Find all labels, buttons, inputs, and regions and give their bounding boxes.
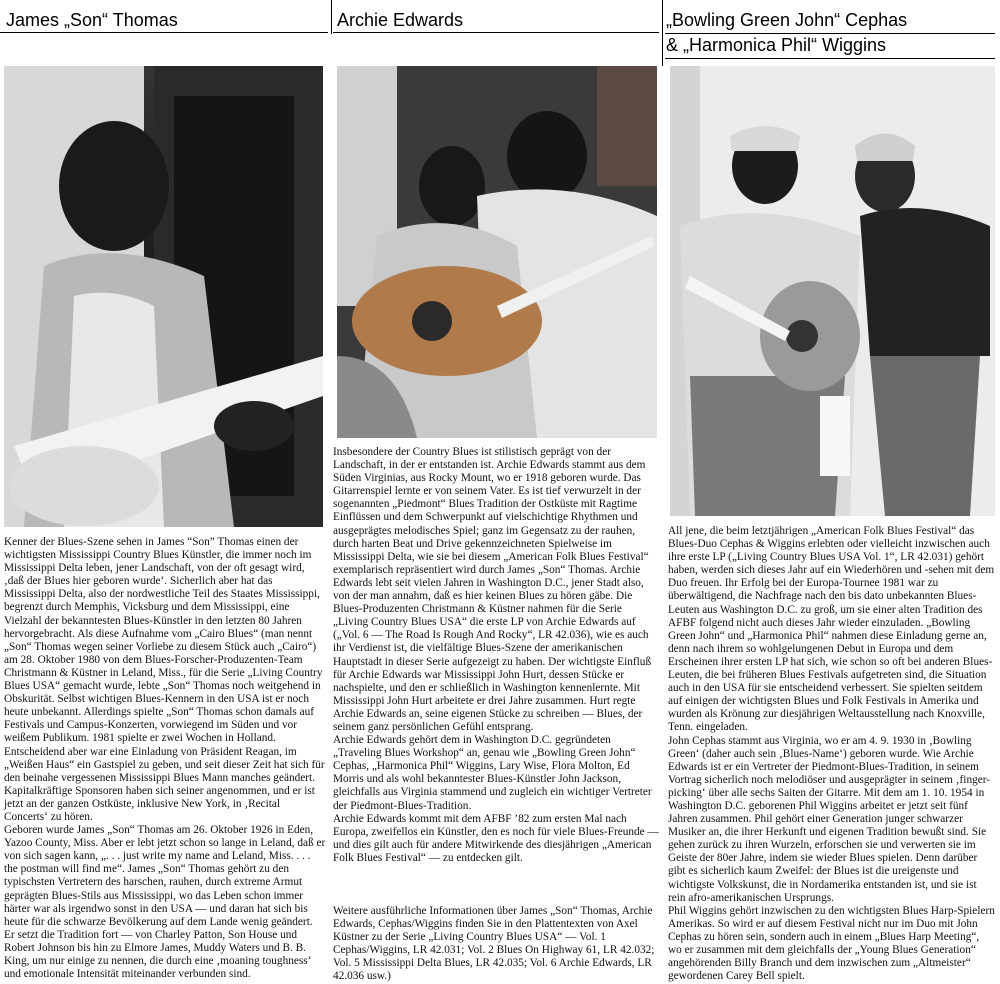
photo-cephas-wiggins-illustration <box>670 66 995 516</box>
photo-cephas-wiggins <box>670 66 995 516</box>
photo-son-thomas-illustration <box>4 66 323 527</box>
heading-rule <box>665 58 995 59</box>
photo-archie-edwards-illustration <box>337 66 657 438</box>
heading-archie-edwards: Archie Edwards <box>337 10 464 30</box>
paragraph: Archie Edwards gehört dem in Washington D.C. gegründeten „Traveling Blues Workshop“ an, genau wie „Bowling Green John“ Cephas, „Harmonica Phil“ Wiggins, Lary Wise, Flora Molton, Ed Morris und als wohl bekanntester Blues-Künstler John Jackson, gleichfalls aus Virginia stammend und zugleich ein wichtiger Vertreter der Piedmont-Blues-Tradition. <box>333 734 652 812</box>
text-son-thomas <box>4 536 326 981</box>
photo-son-thomas <box>4 66 323 527</box>
column-son-thomas <box>0 0 330 984</box>
photo-archie-edwards <box>337 66 657 438</box>
heading-cephas-wiggins-line1: „Bowling Green John“ Cephas <box>666 10 908 30</box>
footnote-further-info <box>333 905 659 984</box>
column-archie-edwards <box>333 0 663 984</box>
footnote-text: Weitere ausführliche Informationen über James „Son“ Thomas, Archie Edwards, Cephas/Wiggins finden Sie in den Plattentexten von Axel Küstner zu der Serie „Living Country Blues USA“ — Vol. 1 Cephas/Wiggins, LR 42.031; Vol. 2 Blues On Highway 61, LR 42.032; Vol. 5 Mississippi Delta Blues, LR 42.035; Vol. 6 Archie Edwards, LR 42.036 usw.) <box>333 905 655 983</box>
paragraph: All jene, die beim letztjährigen „American Folk Blues Festival“ das Blues-Duo Cephas & Wiggins erlebten oder vielleicht inzwischen auch ihre erste LP („Living Country Blues USA Vol. 1“, LR 42.031) gehört haben, werden sich dieses Jahr auf ein Wiederhören und -sehen mit dem Duo freuen. Ihr Erfolg bei der Europa-Tournee 1981 war zu überwältigend, die Nachfrage nach den bis dato unbekannten Blues-Leuten aus Washington D.C. zu groß, um sie einer alten Tradition des AFBF folgend nicht auch dieses Jahr wieder einzuladen. „Bowling Green John“ und „Harmonica Phil“ nahmen diese Einladung gerne an, denn nach ihrem so wohlgelungenen Debut in Europa und dem Erscheinen ihrer ersten LP hat sich, wie schon so oft bei anderen Blues-Leuten, die bei früheren Blues Festivals aufgetreten sind, die Situation auch in den USA für sie entscheidend verbessert. Sie spielten seitdem auf einigen der wichtigsten Blues und Folk Festivals in Amerika und wurden als Krönung zur diesjährigen Weltausstellung nach Knoxville, Tenn. eingeladen. <box>668 525 995 734</box>
heading-son-thomas: James „Son“ Thomas <box>6 10 178 30</box>
column-divider <box>331 0 332 34</box>
paragraph: Phil Wiggins gehört inzwischen zu den wichtigsten Blues Harp-Spielern Amerikas. So wird er auf diesem Festival nicht nur im Duo mit John Cephas zu hören sein, sondern auch in einem „Blues Harp Meeting“, wo er zusammen mit dem gleichfalls der „Young Blues Generation“ angehörenden Billy Branch und dem inzwischen zum „Altmeister“ gewordenen Carey Bell spielt. <box>668 904 995 983</box>
paragraph: John Cephas stammt aus Virginia, wo er am 4. 9. 1930 in ‚Bowling Green‘ (daher auch sein ‚Blues-Name‘) geboren wurde. Wie Archie Edwards ist er ein Vertreter der Piedmont-Blues-Tradition, in seinem Vortrag sicherlich noch melodiöser und ausgeprägter in seinem ‚finger-picking‘ über alle sechs Saiten der Gitarre. Mit dem am 1. 10. 1954 in Washington D.C. geborenen Phil Wiggins arbeitet er jetzt seit fünf Jahren zusammen. Phil gehört einer Generation junger schwarzer Musiker an, die ihrer Herkunft und eigenen Tradition bewußt sind. Sie gehen zurück zu ihren Wurzeln, erforschen sie und verwerten sie im Geiste der 80er Jahre, indem sie wieder Blues spielen. Denn darüber gibt es sicherlich kaum Zweifel: der Blues ist die ureigenste und wichtigste Volkskunst, die in Nordamerika entstanden ist, und sie ist rein afro-amerikanischen Ursprungs. <box>668 734 991 904</box>
column-cephas-wiggins <box>665 0 1000 984</box>
heading-rule <box>665 33 995 34</box>
paragraph: Geboren wurde James „Son“ Thomas am 26. Oktober 1926 in Eden, Yazoo County, Miss. Aber er lebt jetzt schon so lange in Leland, daß er von sich sagen kann, „. . . just write my name and Leland, Miss. . . . the postman will find me“. James „Son“ Thomas gehört zu den typischsten Vertretern des harschen, rauhen, durch extreme Armut geprägten Blues-Stils aus Mississippi, wo das Leben schon immer härter war als irgendwo sonst in den USA — und daran hat sich bis heute für die schwarze Bevölkerung auf dem Lande wenig geändert. Er setzt die Tradition fort — von Charley Patton, Son House und Robert Johnson bis hin zu Elmore James, Muddy Waters und B. B. King, um nur einige zu nennen, die durch eine ‚moaning toughness‘ und emotionale Intensität miteinander verbunden sind. <box>4 824 326 981</box>
heading-cephas-wiggins-line2: & „Harmonica Phil“ Wiggins <box>666 35 887 55</box>
text-archie-edwards <box>333 446 659 865</box>
column-divider <box>662 0 663 66</box>
text-cephas-wiggins <box>668 525 995 983</box>
heading-rule <box>0 32 328 33</box>
heading-rule <box>333 32 659 33</box>
paragraph: Archie Edwards kommt mit dem AFBF ’82 zum ersten Mal nach Europa, zweifellos ein Künstler, den es noch für viele Blues-Freunde — und dies gilt auch für andere Mitwirkende des diesjährigen „American Folk Blues Festival“ — zu entdecken gilt. <box>333 812 659 864</box>
paragraph: Kenner der Blues-Szene sehen in James “Son” Thomas einen der wichtigsten Mississippi Country Blues Künstler, die immer noch im Mississippi Delta leben, jener Landschaft, von der oft gesagt wird, ‚daß der Blues hier geboren wurde‘. Sicherlich aber hat das Mississippi Delta, also der nordwestliche Teil des Staates Mississippi, begrenzt durch Memphis, Vicksburg und dem Mississippi, eine Vielzahl der bekanntesten Blues-Künstler in den letzten 80 Jahren hervorgebracht. Als diese Aufnahme vom „Cairo Blues“ (man nennt „Son“ Thomas wegen seiner Vorliebe zu diesem Stück auch „Cairo“) am 28. Oktober 1980 von dem Blues-Forscher-Produzenten-Team Christmann & Küstner in Leland, Miss., für die Serie „Living Country Blues USA“ gemacht wurde, lebte „Son“ Thomas noch weitgehend in Obskurität. Selbst wichtigen Blues-Kennern in den USA ist er noch heute unbekannt. Allerdings spielte „Son“ Thomas schon damals auf Festivals und Campus-Konzerten, vorwiegend im Süden und vor weißem Publikum. 1981 spielte er zwei Wochen in Holland. Entscheidend aber war eine Einladung von Präsident Reagan, im „Weißen Haus“ ein Gastspiel zu geben, und seit dieser Zeit hat sich für den beinahe vergessenen Mississippi Blues Mann manches geändert. Kapitalkräftige Sponsoren haben sich seiner angenommen, und er ist jetzt an der ganzen Ostküste, inklusive New York, in ‚Recital Concerts‘ zu hören. <box>4 536 325 823</box>
paragraph: Insbesondere der Country Blues ist stilistisch geprägt von der Landschaft, in der er entstanden ist. Archie Edwards stammt aus dem Süden Virginias, aus Rocky Mount, wo er 1918 geboren wurde. Das Gitarrenspiel lernte er von seinem Vater. Es ist tief verwurzelt in der sogenannten „Piedmont“ Blues Tradition der Ostküste mit Ragtime Einflüssen und dem Schwerpunkt auf vielschichtige Rhythmen und ausgeprägtes melodisches Spiel; ganz im Gegensatz zu der rauhen, durch harten Beat und Drive gekennzeichneten Spielweise im Mississippi Delta, wie sie bei diesem „American Folk Blues Festival“ exemplarisch repräsentiert wird durch James „Son“ Thomas. Archie Edwards lebt seit vielen Jahren in Washington D.C., jener Stadt also, von der man annahm, daß es hier keinen Blues zu hören gäbe. Die Blues-Produzenten Christmann & Küstner nahmen für die Serie „Living Country Blues USA“ die erste LP von Archie Edwards auf („Vol. 6 — The Road Is Rough And Rocky“, LR 42.036), wie es auch ihr Verdienst ist, die vielfältige Blues-Szene der amerikanischen Hauptstadt in dieser Serie aufgezeigt zu haben. Der wichtigste Einfluß für Archie Edwards war Mississippi John Hurt, dessen Stücke er nachspielte, und den er schließlich in Washington kennenlernte. Mit Mississippi John Hurt arbeitete er drei Jahre zusammen. Hurt regte Archie Edwards an, seine eigenen Stücke zu schreiben — Blues, der seinem ganz persönlichen Gefühl entsprang. <box>333 446 652 733</box>
